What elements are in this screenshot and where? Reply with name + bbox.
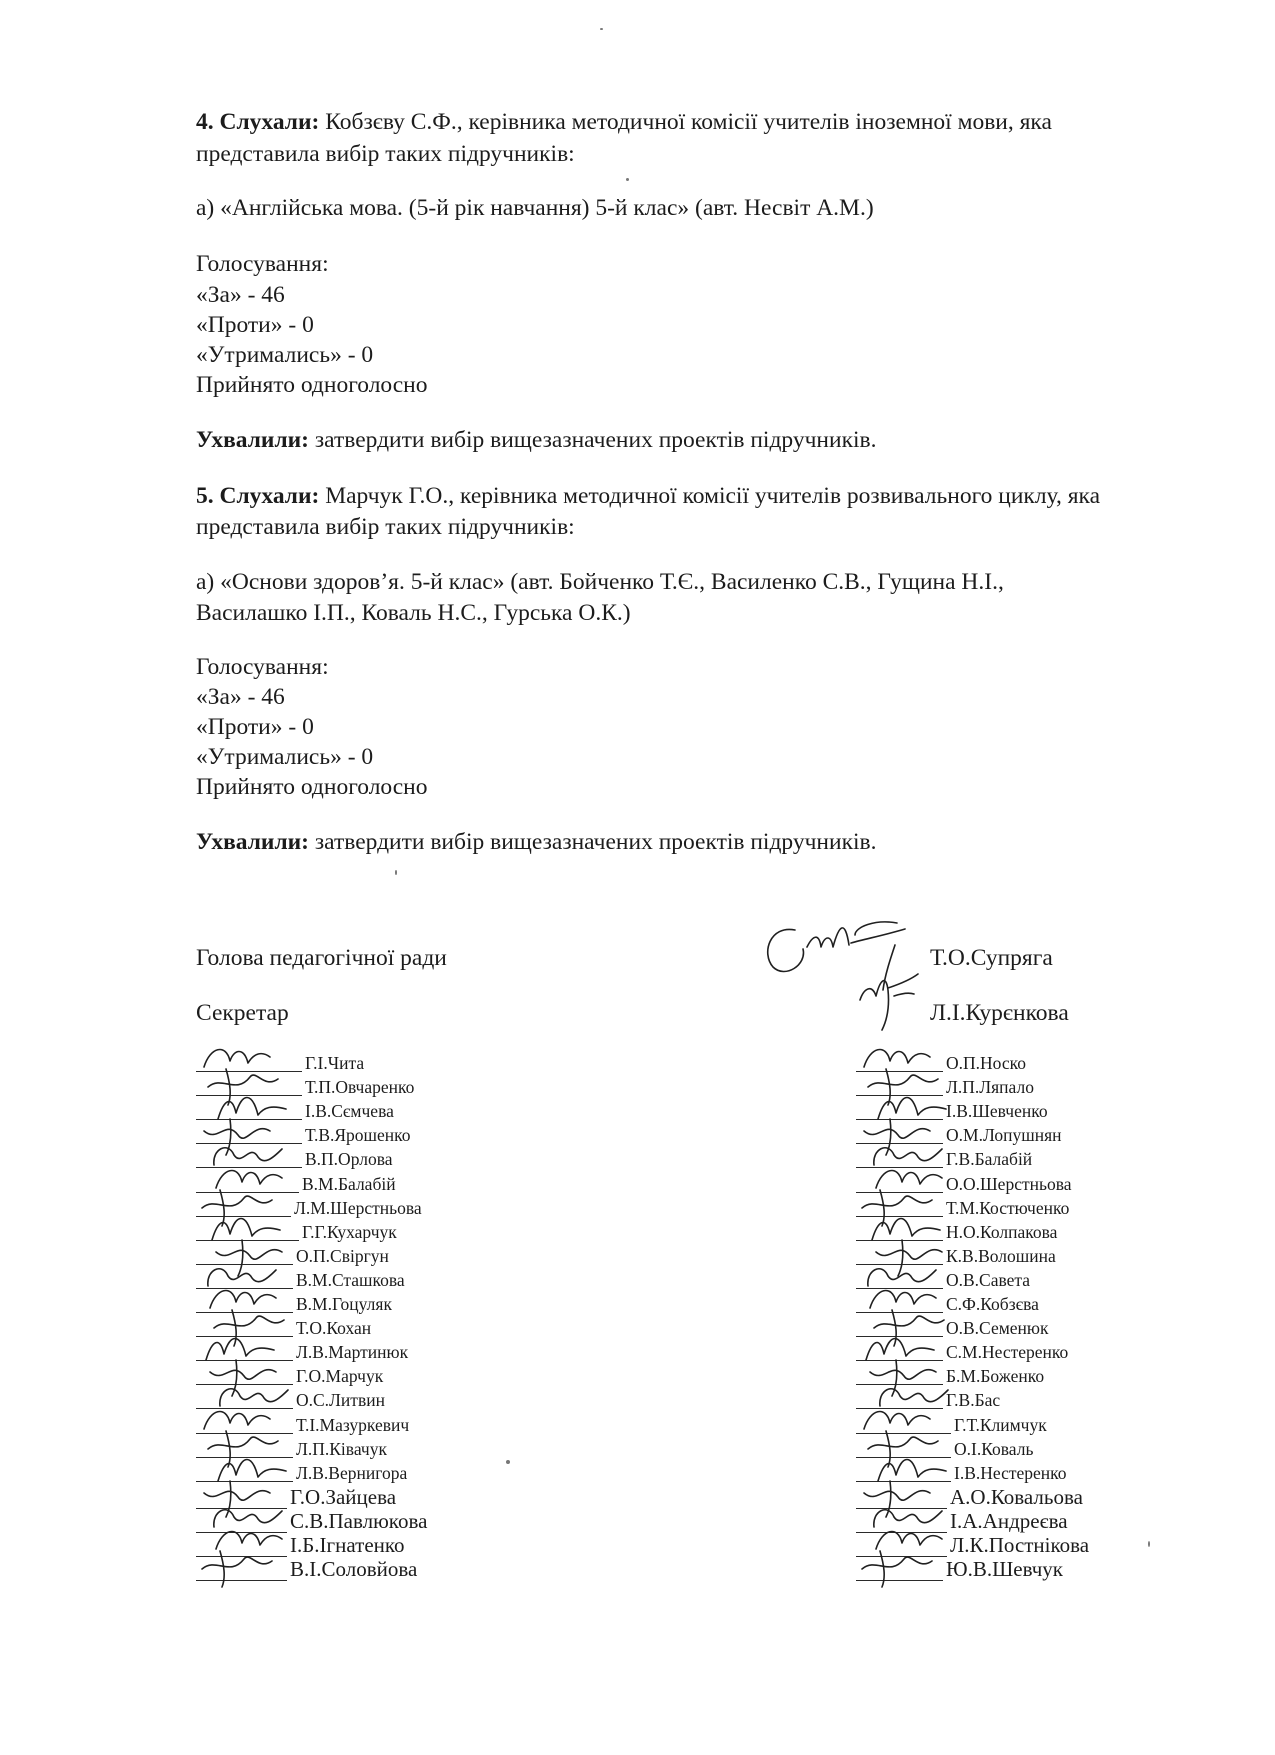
- member-name: О.М.Лопушнян: [946, 1125, 1062, 1146]
- item-4-vote-for: «За» - 46: [196, 282, 285, 308]
- item-5-book-line-1: а) «Основи здоров’я. 5-й клас» (авт. Бойченко Т.Є., Василенко С.В., Гущина Н.І.,: [196, 569, 1004, 595]
- member-name: В.М.Балабій: [302, 1173, 396, 1194]
- item-4-intro-line-1: [196, 106, 1052, 138]
- member-name: О.П.Носко: [946, 1053, 1026, 1073]
- item-5-decision: [196, 826, 877, 858]
- item-5-vote-result: Прийнято одноголосно: [196, 774, 428, 800]
- item-4-vote-result: Прийнято одноголосно: [196, 372, 428, 398]
- item-5-decision-label: Ухвалили:: [196, 829, 309, 855]
- secretary-signature: [850, 960, 930, 1030]
- member-name: В.І.Соловйова: [290, 1557, 418, 1582]
- member-name: Л.П.Ківачук: [296, 1438, 387, 1459]
- member-name: Л.М.Шерстньова: [294, 1197, 422, 1218]
- member-name: С.Ф.Кобзєва: [946, 1294, 1039, 1314]
- item-4-vote-title: Голосування:: [196, 251, 329, 277]
- member-name: Т.В.Ярошенко: [305, 1125, 411, 1146]
- member-name: Г.І.Чита: [305, 1053, 365, 1073]
- item-5-vote-title: Голосування:: [196, 654, 329, 680]
- item-5-vote-against: «Проти» - 0: [196, 714, 314, 740]
- item-5-intro-text: Марчук Г.О., керівника методичної комісії учителів розвивального циклу, яка: [319, 483, 1100, 509]
- member-name: І.В.Шевченко: [946, 1101, 1048, 1122]
- scan-speck: [626, 178, 629, 181]
- member-name: Н.О.Колпакова: [946, 1221, 1058, 1242]
- item-4-vote-abstain: «Утримались» - 0: [196, 342, 374, 368]
- scan-speck: [1148, 1541, 1150, 1547]
- member-name: І.В.Нестеренко: [954, 1462, 1067, 1483]
- member-name: І.А.Андреєва: [950, 1508, 1068, 1533]
- member-name: Т.О.Кохан: [296, 1318, 372, 1339]
- member-name: Г.О.Марчук: [296, 1366, 384, 1387]
- item-4-intro-line-2: представила вибір таких підручників:: [196, 141, 575, 167]
- member-name: В.М.Сташкова: [296, 1269, 405, 1290]
- member-name: Г.В.Бас: [946, 1390, 1001, 1411]
- chair-name: Т.О.Супряга: [930, 945, 1053, 971]
- member-name: Г.В.Балабій: [946, 1149, 1033, 1170]
- member-name: Т.М.Костюченко: [946, 1197, 1070, 1218]
- member-name: О.С.Литвин: [296, 1390, 385, 1411]
- item-4-heading: 4. Слухали:: [196, 109, 320, 135]
- member-name: В.М.Гоцуляк: [296, 1294, 392, 1314]
- item-4-decision: [196, 424, 877, 456]
- member-name: Т.І.Мазуркевич: [296, 1414, 410, 1435]
- member-name: Ю.В.Шевчук: [946, 1557, 1063, 1582]
- member-name: Б.М.Боженко: [946, 1366, 1045, 1387]
- item-5-intro-line-1: [196, 480, 1100, 512]
- item-5-heading: 5. Слухали:: [196, 483, 320, 509]
- member-name: О.О.Шерстньова: [946, 1173, 1072, 1194]
- scan-speck: [506, 1460, 510, 1464]
- item-5-decision-text: затвердити вибір вищезазначених проектів підручників.: [309, 829, 877, 855]
- member-name: Л.В.Мартинюк: [296, 1342, 409, 1363]
- scan-speck: [600, 28, 603, 30]
- member-name: С.М.Нестеренко: [946, 1342, 1069, 1363]
- item-4-intro-text: Кобзєву С.Ф., керівника методичної комісії учителів іноземної мови, яка: [319, 109, 1052, 135]
- member-name: Т.П.Овчаренко: [305, 1077, 415, 1098]
- member-name: Г.Г.Кухарчук: [302, 1221, 397, 1242]
- member-name: Л.К.Постнікова: [950, 1533, 1090, 1557]
- member-name: Л.П.Ляпало: [946, 1077, 1034, 1098]
- member-name: В.П.Орлова: [305, 1149, 393, 1170]
- member-name: Г.Т.Климчук: [954, 1414, 1047, 1435]
- item-5-intro-line-2: представила вибір таких підручників:: [196, 514, 575, 540]
- member-name: І.В.Сємчева: [305, 1101, 394, 1122]
- scan-speck: [395, 870, 397, 875]
- item-4-decision-label: Ухвалили:: [196, 427, 309, 453]
- member-name: О.І.Коваль: [954, 1438, 1034, 1459]
- member-name: Г.О.Зайцева: [290, 1484, 397, 1509]
- member-name: О.П.Свіргун: [296, 1245, 389, 1266]
- item-4-decision-text: затвердити вибір вищезазначених проектів підручників.: [309, 427, 877, 453]
- member-name: О.В.Савета: [946, 1269, 1031, 1290]
- member-name: С.В.Павлюкова: [290, 1508, 428, 1533]
- member-name: К.В.Волошина: [946, 1245, 1056, 1266]
- secretary-name: Л.І.Курєнкова: [930, 1000, 1069, 1026]
- member-signature: [200, 1547, 280, 1587]
- secretary-title: Секретар: [196, 1000, 289, 1026]
- member-name: А.О.Ковальова: [950, 1484, 1083, 1509]
- member-name: О.В.Семенюк: [946, 1318, 1049, 1339]
- chair-title: Голова педагогічної ради: [196, 945, 447, 971]
- item-5-vote-for: «За» - 46: [196, 684, 285, 710]
- item-4-book-line-1: а) «Англійська мова. (5-й рік навчання) 5-й клас» (авт. Несвіт А.М.): [196, 195, 874, 221]
- member-signature: [860, 1547, 940, 1587]
- member-name: Л.В.Вернигора: [296, 1462, 408, 1483]
- item-5-book-line-2: Василашко І.П., Коваль Н.С., Гурська О.К.): [196, 600, 631, 626]
- item-5-vote-abstain: «Утримались» - 0: [196, 744, 374, 770]
- item-4-vote-against: «Проти» - 0: [196, 312, 314, 338]
- member-name: І.Б.Ігнатенко: [290, 1533, 405, 1557]
